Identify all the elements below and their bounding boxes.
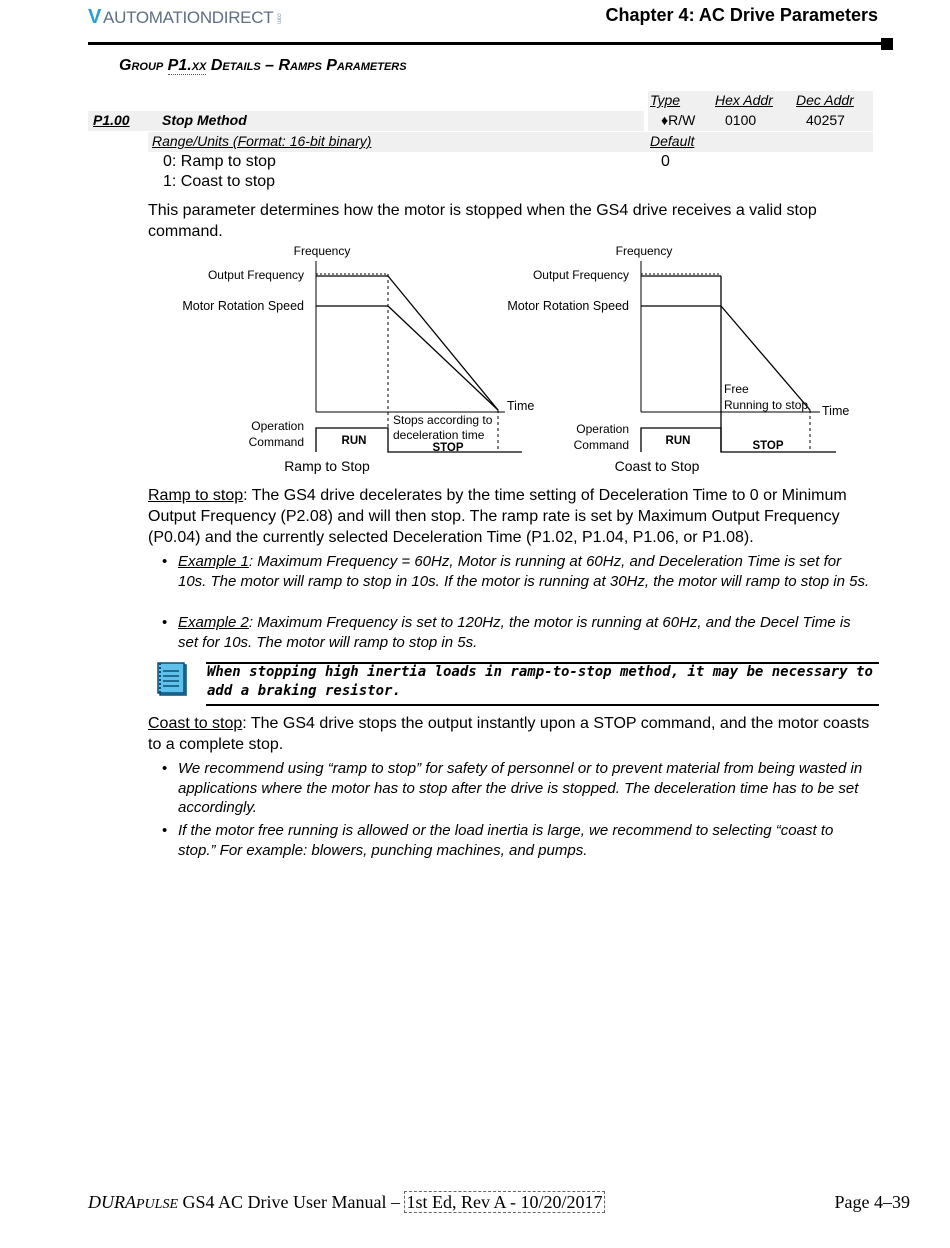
coast-operation-label: Operation (576, 422, 629, 436)
coast-run-label: RUN (665, 435, 691, 447)
type-header: Type (650, 92, 681, 108)
range-row (148, 132, 873, 152)
logo-suffix: .com (275, 11, 282, 24)
intro-paragraph: This parameter determines how the motor is stopped when the GS4 drive receives a valid stop command. (148, 202, 817, 240)
stop-method-diagrams (0, 240, 950, 480)
range-label: Range/Units (Format: 16-bit binary) (152, 133, 372, 149)
param-row (88, 111, 873, 131)
ramp-operation-label: Operation (251, 419, 304, 433)
ramp-to-stop-diagram (182, 244, 534, 474)
logo-mark-icon: V (88, 6, 102, 28)
ramp-note-line1: Stops according to (393, 413, 493, 427)
chapter-title: Chapter 4: AC Drive Parameters (605, 5, 878, 25)
example-1-label: Example 1 (178, 553, 249, 570)
coast-bullet-1: • We recommend using “ramp to stop” for safety of personnel or to prevent material from being wasted in applications where the motor has to stop after the drive is stopped. The deceleration time has to be set accordingly. (162, 760, 863, 816)
ramp-motor-speed-label: Motor Rotation Speed (182, 299, 304, 313)
coast-stop-label: STOP (752, 440, 784, 452)
example-2-label: Example 2 (178, 614, 249, 631)
type-value: ♦R/W (661, 112, 696, 128)
option-1: 1: Coast to stop (163, 173, 276, 190)
ramp-caption: Ramp to Stop (284, 458, 370, 474)
param-id: P1.00 (93, 112, 130, 128)
coast-to-stop-heading: Coast to stop (148, 715, 243, 732)
coast-note-line2: Running to stop (724, 398, 809, 412)
example-2-bullet: • Example 2: Maximum Frequency is set to 120Hz, the motor is running at 60Hz, and the Decel Time is set for 10s. The motor will ramp to stop in 5s. (162, 614, 851, 651)
footer-manual-title: DURAPULSE GS4 AC Drive User Manual – 1st Ed, Rev A - 10/20/2017 (88, 1192, 603, 1212)
ramp-stop-label: STOP (432, 442, 464, 454)
param-name: Stop Method (162, 112, 247, 128)
ramp-output-frequency-label: Output Frequency (207, 268, 304, 282)
page-number: Page 4–39 (834, 1192, 910, 1212)
coast-output-frequency-label: Output Frequency (532, 268, 629, 282)
ramp-to-stop-paragraph: Ramp to stop: The GS4 drive decelerates by the time setting of Deceleration Time to 0 or Minimum Output Frequency (P2.08) and will then stop. The ramp rate is set by Maximum Output Frequency (P0.04) and the currently selected Deceleration Time (P1.02, P1.04, P1.06, or P1.08). (148, 487, 847, 546)
ramp-frequency-label: Frequency (293, 244, 351, 258)
ramp-command-label: Command (248, 435, 304, 449)
company-logo (88, 6, 281, 29)
hex-addr-value: 0100 (725, 112, 757, 128)
dec-addr-header: Dec Addr (796, 92, 854, 108)
ramp-to-stop-heading: Ramp to stop (148, 487, 244, 504)
default-value: 0 (661, 153, 670, 170)
hex-addr-header: Hex Addr (715, 92, 773, 108)
footer-edition: 1st Ed, Rev A - 10/20/2017 (406, 1192, 603, 1212)
header-rule-end-block (881, 38, 893, 50)
coast-bullet-2: • If the motor free running is allowed or the load inertia is large, we recommend to selecting “coast to stop.” For example: blowers, punching machines, and pumps. (162, 822, 834, 859)
coast-to-stop-diagram (507, 244, 849, 474)
logo-text: AUTOMATIONDIRECT (103, 7, 274, 27)
ramp-time-label: Time (507, 399, 535, 413)
coast-to-stop-paragraph: Coast to stop: The GS4 drive stops the output instantly upon a STOP command, and the motor coasts to a complete stop. (148, 715, 870, 753)
group-code: P1.xx (167, 57, 207, 74)
option-0: 0: Ramp to stop (163, 153, 276, 170)
dec-addr-value: 40257 (806, 112, 845, 128)
group-title: Group P1.xx Details – Ramps Parameters (119, 57, 407, 74)
coast-time-label: Time (822, 404, 850, 418)
coast-command-label: Command (573, 438, 629, 452)
coast-note-line1: Free (724, 382, 749, 396)
coast-frequency-label: Frequency (615, 244, 673, 258)
ramp-run-label: RUN (341, 435, 367, 447)
example-1-bullet: • Example 1: Maximum Frequency = 60Hz, Motor is running at 60Hz, and Deceleration Time is set for 10s. The motor will ramp to stop in 10s. If the motor is running at 30Hz, the motor will ramp to stop in 5s. (162, 553, 870, 590)
header-rule (88, 42, 883, 45)
note-text: When stopping high inertia loads in ramp-to-stop method, it may be necessary to add a braking resistor. (207, 664, 873, 699)
coast-caption: Coast to Stop (614, 458, 700, 474)
notepad-icon (156, 661, 190, 697)
param-table-header (648, 91, 873, 111)
ramp-note-line2: deceleration time (393, 428, 485, 442)
default-label: Default (650, 133, 695, 149)
coast-motor-speed-label: Motor Rotation Speed (507, 299, 629, 313)
